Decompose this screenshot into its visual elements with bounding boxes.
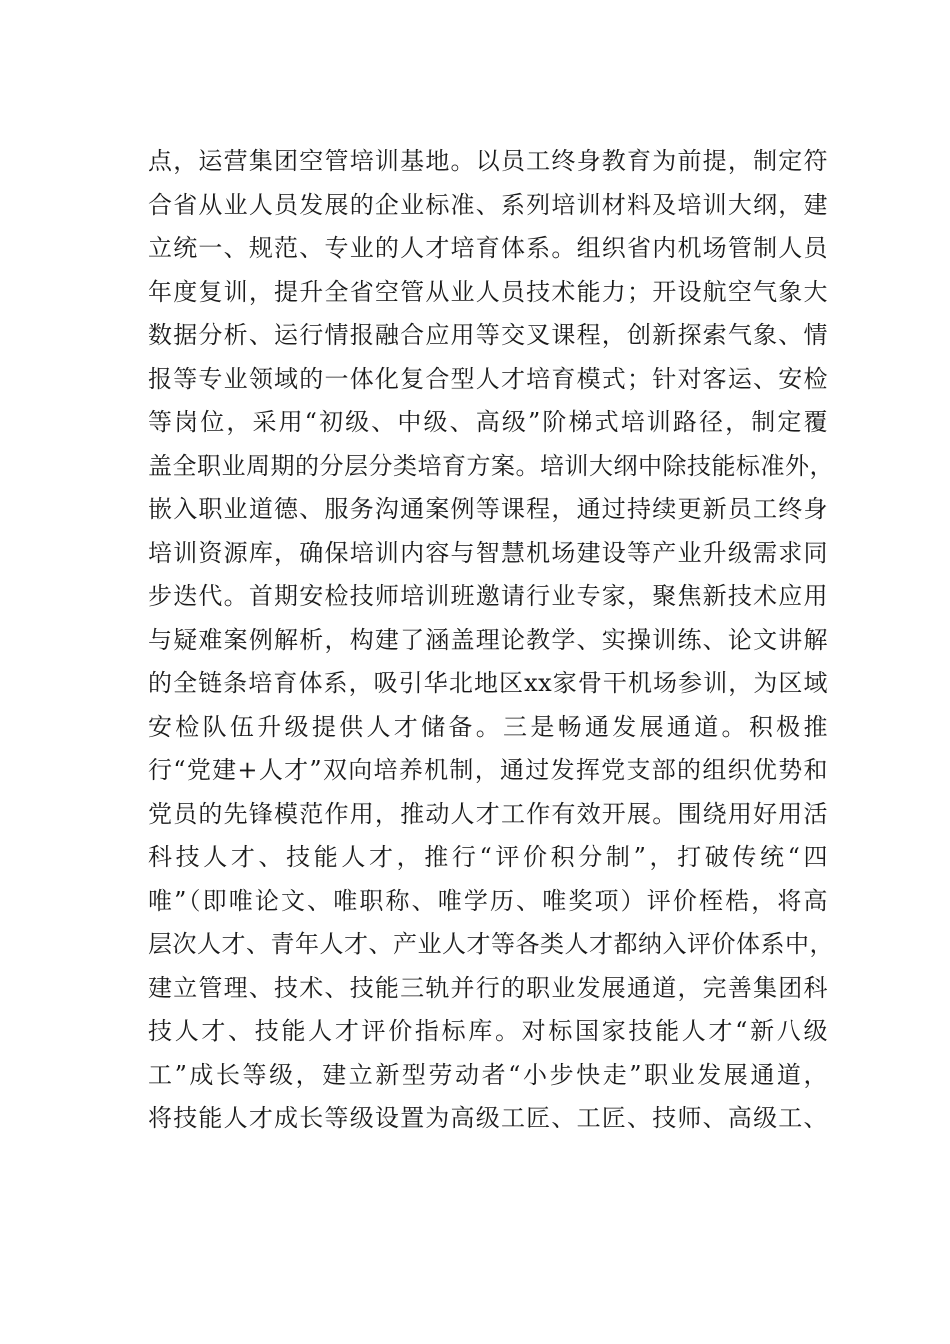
text-line: 层次人才、青年人才、产业人才等各类人才都纳入评价体系中， (148, 930, 834, 958)
text-line: 建立管理、技术、技能三轨并行的职业发展通道，完善集团科 (148, 973, 828, 1002)
text-line: 合省从业人员发展的企业标准、系列培训材料及培训大纲，建 (148, 190, 828, 219)
text-line: 与疑难案例解析，构建了涵盖理论教学、实操训练、论文讲解 (148, 625, 828, 654)
text-line: 盖全职业周期的分层分类培育方案。培训大纲中除技能标准外， (148, 451, 834, 480)
text-line: 等岗位，采用“初级、中级、高级”阶梯式培训路径，制定覆 (148, 408, 828, 436)
text-line: 将技能人才成长等级设置为高级工匠、工匠、技师、高级工、 (148, 1104, 828, 1132)
text-line: 工”成长等级，建立新型劳动者“小步快走”职业发展通道， (148, 1060, 828, 1089)
text-line: 的全链条培育体系，吸引华北地区xx家骨干机场参训，为区域 (148, 669, 828, 697)
text-line: 立统一、规范、专业的人才培育体系。组织省内机场管制人员 (148, 234, 828, 262)
body-paragraph (148, 140, 834, 1141)
text-line: 技人才、技能人才评价指标库。对标国家技能人才“新八级 (148, 1017, 828, 1045)
text-line: 行“党建+人才”双向培养机制，通过发挥党支部的组织优势和 (148, 756, 828, 784)
text-line: 嵌入职业道德、服务沟通案例等课程，通过持续更新员工终身 (148, 495, 828, 523)
text-line: 点，运营集团空管培训基地。以员工终身教育为前提，制定符 (148, 147, 828, 175)
text-line: 党员的先锋模范作用，推动人才工作有效开展。围绕用好用活 (148, 799, 828, 828)
text-line: 唯”（即唯论文、唯职称、唯学历、唯奖项）评价桎梏，将高 (148, 886, 828, 915)
text-line: 数据分析、运行情报融合应用等交叉课程，创新探索气象、情 (148, 321, 828, 349)
text-line: 安检队伍升级提供人才储备。三是畅通发展通道。积极推 (148, 712, 828, 741)
text-line: 年度复训，提升全省空管从业人员技术能力；开设航空气象大 (148, 277, 828, 306)
text-line: 报等专业领域的一体化复合型人才培育模式；针对客运、安检 (148, 364, 828, 393)
text-line: 步迭代。首期安检技师培训班邀请行业专家，聚焦新技术应用 (148, 582, 828, 610)
text-line: 培训资源库，确保培训内容与智慧机场建设等产业升级需求同 (148, 538, 828, 567)
text-line: 科技人才、技能人才，推行“评价积分制”，打破传统“四 (148, 843, 828, 871)
